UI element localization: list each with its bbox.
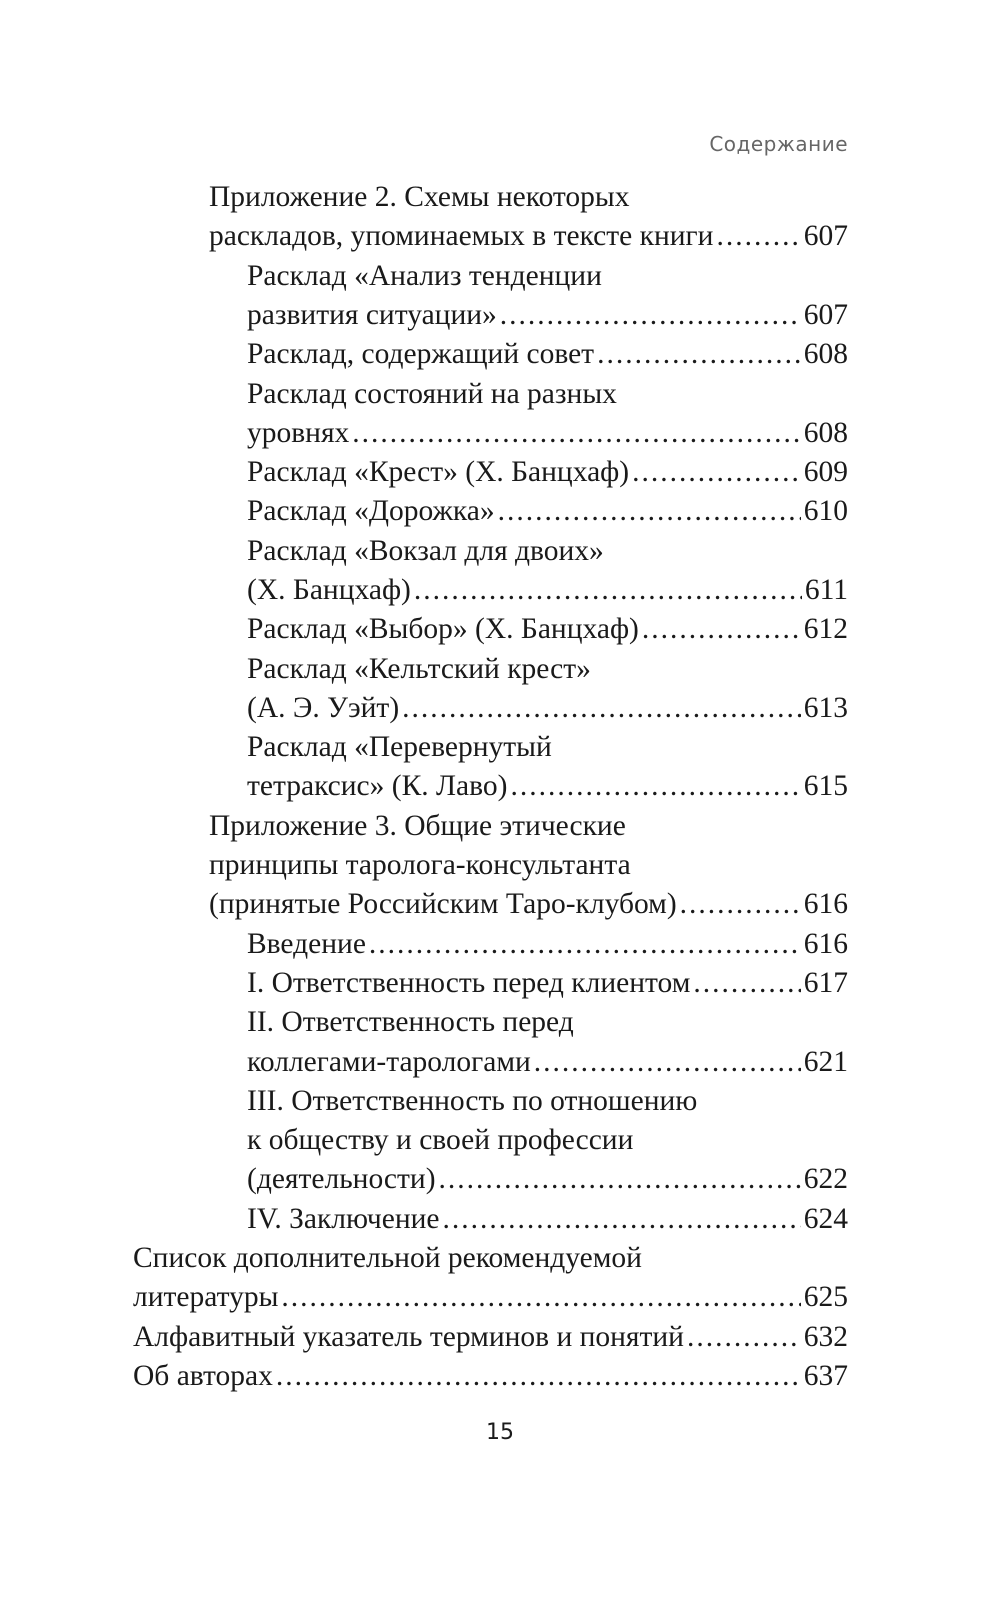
toc-entry	[247, 728, 848, 807]
toc-entry-title-line: IV. Заключение	[247, 1202, 440, 1235]
toc-entry-page-number: 632	[803, 1320, 848, 1353]
toc-entry-last-line	[247, 335, 848, 374]
toc-entry-title-line: (деятельности)	[247, 1163, 436, 1196]
toc-entry-title-line: литературы	[133, 1281, 279, 1314]
toc-entry-title-line: II. Ответственность перед	[247, 1006, 574, 1039]
toc-entry-page-number: 621	[803, 1045, 848, 1078]
dot-leader	[281, 1278, 800, 1317]
toc-entry-title-line: Об авторах	[133, 1360, 273, 1392]
toc-entry-last-line	[247, 296, 848, 335]
toc-entry-title-line: тетраксис» (К. Лаво)	[247, 770, 508, 803]
toc-entry-title-line: Расклад «Дорожка»	[247, 495, 495, 528]
toc-entry-page-number: 637	[803, 1360, 848, 1392]
toc-entry-title-line: коллегами-тарологами	[247, 1045, 531, 1078]
toc-entry-title-line: Список дополнительной рекомендуемой	[133, 1242, 642, 1275]
dot-leader	[687, 1318, 801, 1357]
dot-leader	[716, 217, 800, 256]
dot-leader	[414, 571, 802, 610]
dot-leader	[276, 1357, 801, 1396]
toc-entry	[133, 1239, 848, 1318]
toc-entry-last-line	[247, 1200, 848, 1239]
toc-entry	[133, 1357, 848, 1396]
dot-leader	[693, 964, 800, 1003]
toc-entry	[247, 257, 848, 336]
toc-entry-page-number: 622	[803, 1163, 848, 1196]
dot-leader	[642, 610, 801, 649]
toc-entry-last-line	[133, 1278, 848, 1317]
toc-entry-last-line	[247, 767, 848, 806]
toc-entry-last-line	[209, 217, 848, 256]
toc-entry	[247, 925, 848, 964]
toc-entry-last-line	[247, 610, 848, 649]
toc-entry-title-line: Введение	[247, 927, 366, 960]
dot-leader	[510, 767, 800, 806]
toc-entry-title-line: (А. Э. Уэйт)	[247, 691, 400, 724]
toc-entry-page-number: 611	[804, 573, 848, 606]
toc-entry	[247, 1200, 848, 1239]
dot-leader	[680, 885, 801, 924]
running-head: Содержание	[709, 132, 848, 156]
toc-entry-last-line	[247, 925, 848, 964]
toc-entry	[247, 1003, 848, 1082]
toc-entry-page-number: 612	[803, 613, 848, 646]
toc-entry	[247, 610, 848, 649]
toc-entry	[247, 335, 848, 374]
toc-entry	[247, 964, 848, 1003]
toc-entry-title-line: Расклад состояний на разных	[247, 377, 617, 410]
toc-entry	[247, 492, 848, 531]
toc-entry-title-line: Расклад, содержащий совет	[247, 338, 595, 371]
dot-leader	[352, 414, 800, 453]
dot-leader	[443, 1200, 801, 1239]
toc-entry-title-line: (принятые Российским Таро-клубом)	[209, 888, 677, 921]
dot-leader	[597, 335, 801, 374]
toc-entry-title-line: уровнях	[247, 416, 350, 449]
dot-leader	[632, 453, 801, 492]
toc-entry-page-number: 616	[803, 927, 848, 960]
toc-entry	[247, 1082, 848, 1200]
dot-leader	[402, 689, 801, 728]
toc-entry-page-number: 610	[803, 495, 848, 528]
dot-leader	[500, 296, 801, 335]
toc-entry	[247, 532, 848, 611]
toc-entry-last-line	[247, 1160, 848, 1199]
dot-leader	[369, 925, 801, 964]
toc-entry-page-number: 624	[803, 1202, 848, 1235]
toc-entry-title-line: Расклад «Кельтский крест»	[247, 652, 591, 685]
page-number: 15	[486, 1420, 514, 1445]
toc-entry-last-line	[247, 1043, 848, 1082]
toc-entry-title-line: Расклад «Перевернутый	[247, 731, 552, 764]
toc-entry-last-line	[247, 492, 848, 531]
toc-entry-title-line: Приложение 2. Схемы некоторых	[209, 181, 630, 213]
dot-leader	[439, 1160, 801, 1199]
toc-entry-page-number: 615	[803, 770, 848, 803]
toc-entry-page-number: 609	[803, 456, 848, 489]
toc-entry-page-number: 616	[803, 888, 848, 921]
toc-entry-page-number: 607	[803, 220, 848, 253]
dot-leader	[498, 492, 801, 531]
toc-entry-page-number: 608	[803, 338, 848, 371]
toc-entry-page-number: 625	[803, 1281, 848, 1314]
toc-entry-title-line: Алфавитный указатель терминов и понятий	[133, 1320, 684, 1353]
toc-entry	[133, 1318, 848, 1357]
toc-entry-title-line: I. Ответственность перед клиентом	[247, 967, 691, 999]
toc-entry-last-line	[133, 1318, 848, 1357]
toc-entry-title-line: принципы таролога-консультанта	[209, 849, 631, 882]
toc-entry-last-line	[247, 453, 848, 492]
toc-entry	[247, 375, 848, 454]
toc-entry-title-line: развития ситуации»	[247, 298, 497, 331]
toc-entry-last-line	[247, 571, 848, 610]
toc-entry-title-line: раскладов, упоминаемых в тексте книги	[209, 220, 714, 253]
toc-entry-page-number: 613	[803, 691, 848, 724]
toc-entry-title-line: Расклад «Вокзал для двоих»	[247, 534, 604, 567]
toc-entry-title-line: Приложение 3. Общие этические	[209, 809, 626, 842]
toc-entry-last-line	[247, 964, 848, 1003]
toc-entry-last-line	[133, 1357, 848, 1396]
toc-entry-title-line: Расклад «Крест» (Х. Банцхаф)	[247, 456, 630, 489]
toc-entry-title-line: к обществу и своей профессии	[247, 1124, 634, 1157]
toc-entry-page-number: 607	[803, 298, 848, 331]
toc-entry	[247, 650, 848, 729]
toc-entry-last-line	[209, 885, 848, 924]
toc-entry	[209, 178, 848, 257]
dot-leader	[534, 1043, 801, 1082]
toc-entry	[209, 807, 848, 925]
toc-entry-last-line	[247, 689, 848, 728]
toc-entry	[247, 453, 848, 492]
toc-entry-title-line: Расклад «Выбор» (Х. Банцхаф)	[247, 613, 639, 646]
toc-entry-title-line: III. Ответственность по отношению	[247, 1084, 698, 1117]
toc-entry-title-line: Расклад «Анализ тенденции	[247, 259, 602, 292]
toc-entry-last-line	[247, 414, 848, 453]
toc-entry-page-number: 608	[803, 416, 848, 449]
toc-entry-title-line: (Х. Банцхаф)	[247, 573, 411, 606]
toc-entry-page-number: 617	[803, 967, 848, 999]
